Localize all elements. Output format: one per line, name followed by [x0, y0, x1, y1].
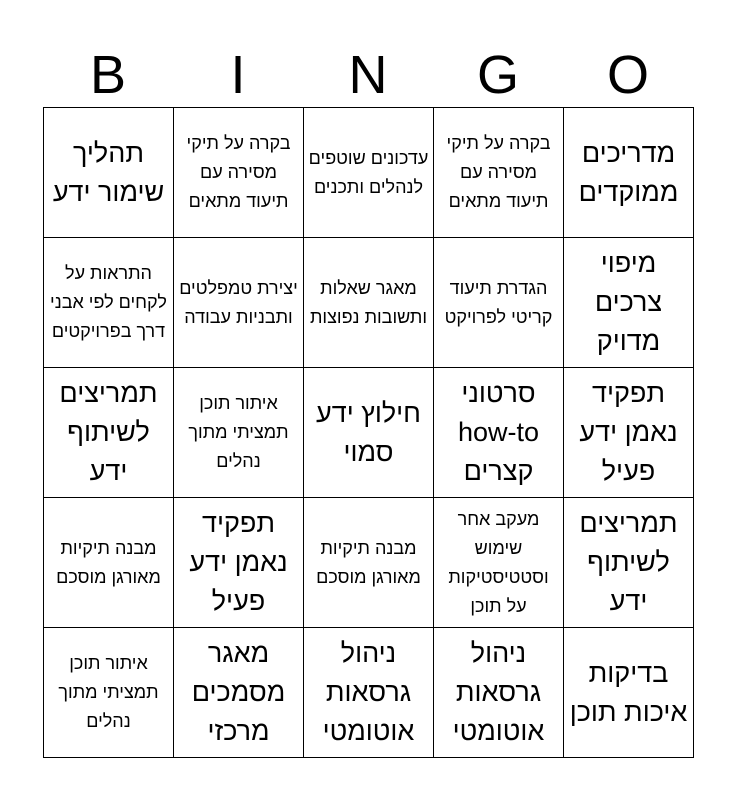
bingo-cell-text: מאגר שאלות ותשובות נפוצות — [309, 277, 428, 327]
bingo-cell[interactable] — [434, 498, 564, 628]
bingo-cell[interactable] — [44, 628, 174, 758]
bingo-cell[interactable] — [564, 108, 694, 238]
bingo-cell[interactable] — [434, 238, 564, 368]
bingo-cell[interactable] — [174, 108, 304, 238]
bingo-cell-text: חילוץ ידע סמוי — [316, 397, 421, 467]
header-letter-i: I — [230, 45, 246, 105]
bingo-cell[interactable] — [44, 238, 174, 368]
bingo-cell[interactable] — [434, 628, 564, 758]
bingo-cell-text: תמריצים לשיתוף ידע — [59, 378, 158, 486]
bingo-cell[interactable] — [434, 108, 564, 238]
bingo-cell[interactable] — [304, 108, 434, 238]
bingo-cell-text: מבנה תיקיות מאורגן מוסכם — [56, 537, 161, 587]
bingo-cell-text: בדיקות איכות תוכן — [569, 657, 688, 727]
bingo-cell[interactable] — [174, 628, 304, 758]
bingo-cell[interactable] — [304, 628, 434, 758]
bingo-cell[interactable] — [174, 368, 304, 498]
bingo-cell-text: התראות על לקחים לפי אבני דרך בפרויקטים — [50, 263, 167, 341]
bingo-cell[interactable] — [564, 628, 694, 758]
bingo-cell[interactable] — [304, 368, 434, 498]
bingo-cell-text: תמריצים לשיתוף ידע — [579, 508, 678, 616]
bingo-cell-text: הגדרת תיעוד קריטי לפרויקט — [444, 277, 553, 327]
header-letter-o: O — [606, 45, 649, 105]
bingo-cell-text: תהליך שימור ידע — [52, 137, 165, 207]
bingo-cell[interactable] — [434, 368, 564, 498]
bingo-cell-text: ניהול גרסאות אוטומטי — [322, 638, 415, 746]
bingo-cell[interactable] — [174, 498, 304, 628]
board-row — [44, 628, 694, 758]
bingo-cell[interactable] — [44, 498, 174, 628]
bingo-cell[interactable] — [564, 368, 694, 498]
bingo-cell-text: איתור תוכן תמציתי מתוך נהלים — [58, 653, 159, 731]
header-letter-g: G — [476, 45, 519, 105]
bingo-cell[interactable] — [44, 108, 174, 238]
board-row — [44, 498, 694, 628]
bingo-cell-text: איתור תוכן תמציתי מתוך נהלים — [188, 393, 289, 471]
board-row — [44, 238, 694, 368]
bingo-cell[interactable] — [304, 498, 434, 628]
header-letter-b: B — [89, 45, 127, 105]
bingo-cell-text: מעקב אחר שימוש וסטטיסטיקות על תוכן — [448, 508, 549, 616]
bingo-cell-text: מבנה תיקיות מאורגן מוסכם — [316, 537, 421, 587]
bingo-cell-text: מאגר מסמכים מרכזי — [191, 638, 286, 746]
bingo-cell[interactable] — [44, 368, 174, 498]
bingo-cell-text: תפקיד נאמן ידע פעיל — [189, 508, 288, 616]
bingo-cell-text: ניהול גרסאות אוטומטי — [452, 638, 545, 746]
bingo-cell-text: מיפוי צרכים מדויק — [594, 248, 663, 356]
bingo-cell-text: בקרה על תיקי מסירה עם תיעוד מתאים — [186, 133, 291, 211]
bingo-cell-text: סרטוני how-to קצרים — [457, 378, 540, 486]
bingo-cell-text: תפקיד נאמן ידע פעיל — [579, 378, 678, 486]
bingo-cell[interactable] — [174, 238, 304, 368]
bingo-cell-text: בקרה על תיקי מסירה עם תיעוד מתאים — [446, 133, 551, 211]
header-letter-n: N — [348, 45, 388, 105]
board-row — [44, 108, 694, 238]
bingo-cell-text: עדכונים שוטפים לנהלים ותכנים — [308, 147, 429, 197]
bingo-board — [43, 107, 694, 758]
bingo-cell[interactable] — [564, 498, 694, 628]
bingo-cell-text: יצירת טמפלטים ותבניות עבודה — [179, 277, 298, 327]
bingo-cell[interactable] — [564, 238, 694, 368]
bingo-cell-text: מדריכים ממוקדים — [578, 137, 679, 207]
board-row — [44, 368, 694, 498]
bingo-header — [43, 40, 693, 110]
bingo-cell[interactable] — [304, 238, 434, 368]
